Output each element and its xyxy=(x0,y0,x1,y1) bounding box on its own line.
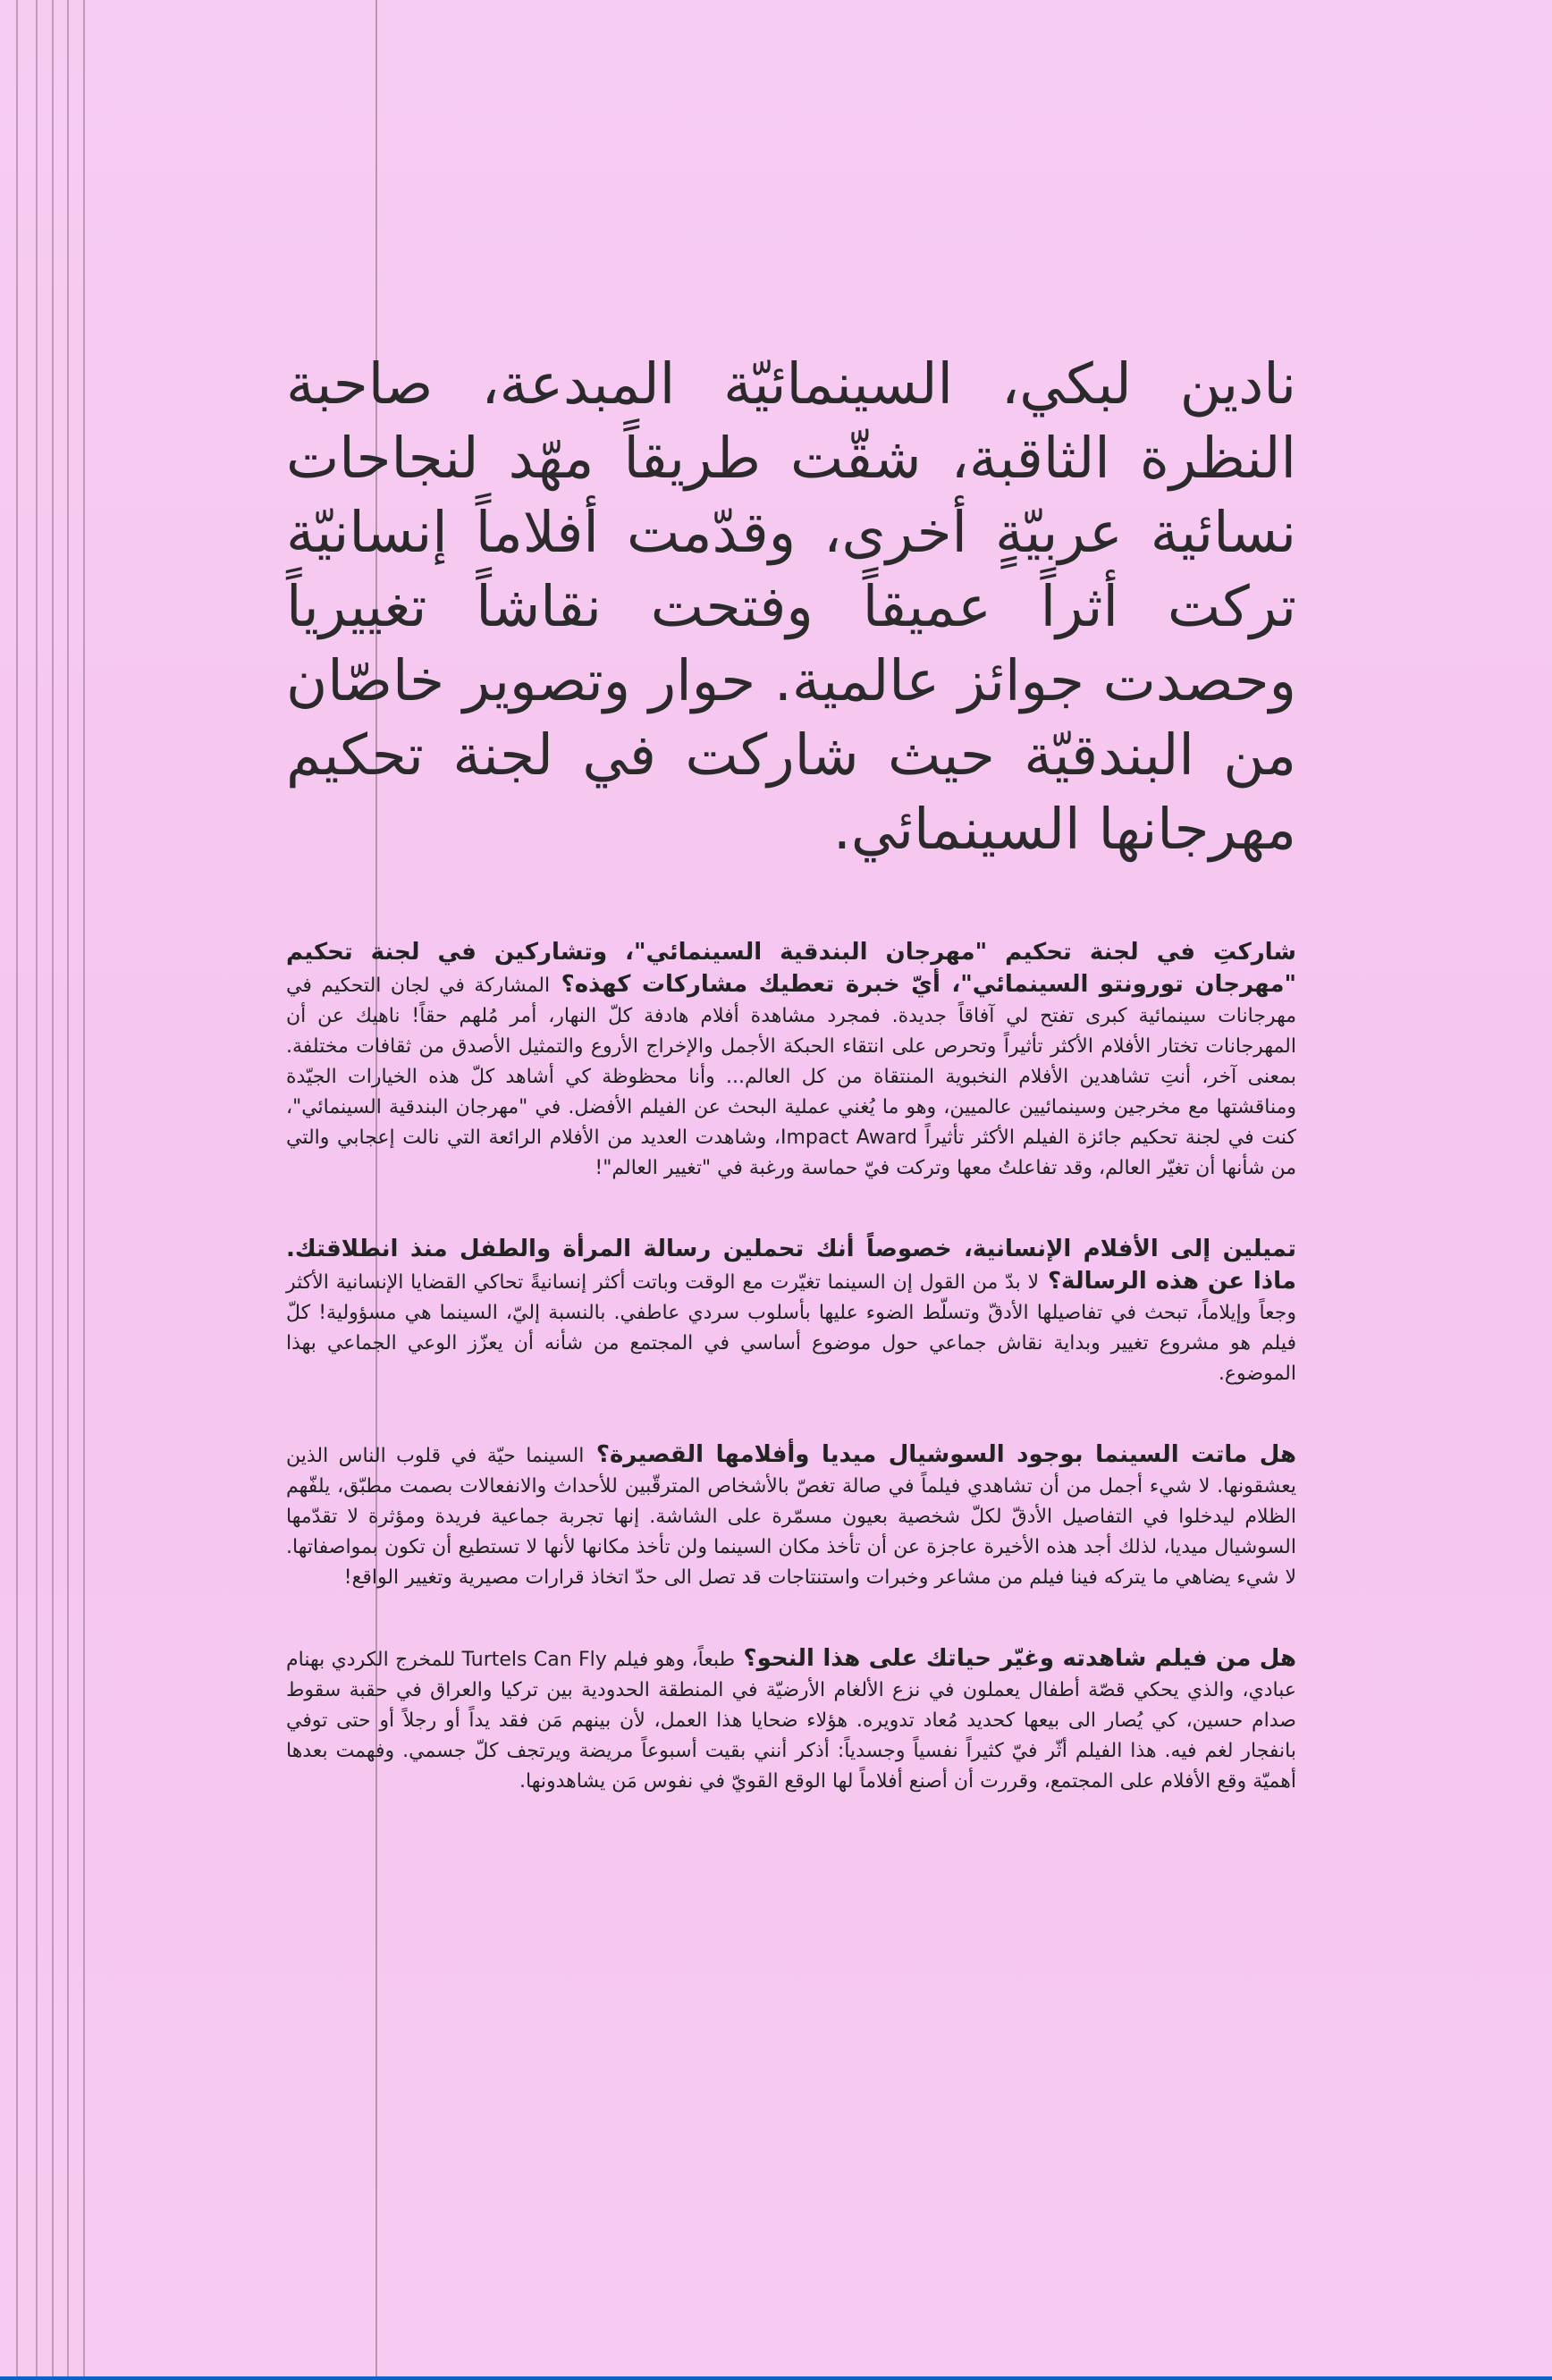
question: هل من فيلم شاهدته وغيّر حياتك على هذا النحو؟ xyxy=(735,1645,1297,1672)
answer: طبعاً، وهو فيلم Turtels Can Fly للمخرج الكردي بهنام عبادي، والذي يحكي قصّة أطفال يعملون في نزع الألغام الأرضيّة في المنطقة الحدودية بين تركيا والعراق في حقبة سقوط صدام حسين، كي يُصار الى بيعها كحديد مُعاد تدويره. هؤلاء ضحايا هذا العمل، لأن بينهم مَن فقد يداً أو رجلاً أو حتى توفي بانفجار لغم فيه. هذا الفيلم أثّر فيّ كثيراً نفسياً وجسدياً: أذكر أنني بقيت أسبوعاً مريضة ويرتجف كلّ جسمي. وفهمت بعدها أهميّة وقع الأفلام على المجتمع، وقررت أن أصنع أفلاماً لها الوقع القويّ في نفوس مَن يشاهدونها. xyxy=(286,1649,1296,1793)
question: هل ماتت السينما بوجود السوشيال ميديا وأفلامها القصيرة؟ xyxy=(584,1441,1296,1468)
spine-line xyxy=(52,0,54,2380)
spine-line xyxy=(36,0,38,2380)
answer: لا بدّ من القول إن السينما تغيّرت مع الوقت وباتت أكثر إنسانيةً تحاكي القضايا الإنسانية الأكثر وجعاً وإيلاماً، تبحث في تفاصيلها الأدقّ وتسلّط الضوء عليها بأسلوب سردي عاطفي. بالنسبة إليّ، السينما هي مسؤولية! كلّ فيلم هو مشروع تغيير وبداية نقاش جماعي حول موضوع أساسي في المجتمع من شأنه أن يعزّز الوعي الجماعي بهذا الموضوع. xyxy=(286,1271,1296,1385)
qa-block xyxy=(286,1643,1296,1797)
spine-line xyxy=(16,0,18,2380)
qa-block xyxy=(286,1439,1296,1593)
question: تميلين إلى الأفلام الإنسانية، خصوصاً أنك تحملين رسالة المرأة والطفل منذ انطلاقتك. ماذا عن هذه الرسالة؟ xyxy=(286,1236,1297,1295)
lead-paragraph: نادين لبكي، السينمائيّة المبدعة، صاحبة النظرة الثاقبة، شقّت طريقاً مهّد لنجاحات نسائية عربيّةٍ أخرى، وقدّمت أفلاماً إنسانيّة تركت أثراً عميقاً وفتحت نقاشاً تغييرياً وحصدت جوائز عالمية. حوار وتصوير خاصّان من البندقيّة حيث شاركت في لجنة تحكيم مهرجانها السينمائي. xyxy=(286,351,1296,862)
answer: المشاركة في لجان التحكيم في مهرجانات سينمائية كبرى تفتح لي آفاقاً جديدة. فمجرد مشاهدة أفلام هادفة كلّ النهار، أمر مُلهم حقاً! ناهيك عن أن المهرجانات تختار الأفلام الأكثر تأثيراً وتحرص على انتقاء الحبكة الأجمل والإخراج الأروع والتمثيل الأصدق من ثقافات مختلفة. بمعنى آخر، أنتِ تشاهدين الأفلام النخبوية المنتقاة من كل العالم... وأنا محظوظة كي أشاهد كلّ هذه الخيارات الجيّدة ومناقشتها مع مخرجين وسينمائيين عالميين، وهو ما يُغني عملية البحث عن الفيلم الأفضل. في "مهرجان البندقية السينمائي"، كنت في لجنة تحكيم جائزة الفيلم الأكثر تأثيراً Impact Award، وشاهدت العديد من الأفلام الرائعة التي نالت إعجابي والتي من شأنها أن تغيّر العالم، وقد تفاعلتُ معها وتركت فيّ حماسة ورغبة في "تغيير العالم"! xyxy=(286,975,1296,1179)
spine-line xyxy=(83,0,85,2380)
qa-block xyxy=(286,1234,1296,1389)
answer: السينما حيّة في قلوب الناس الذين يعشقونها. لا شيء أجمل من أن تشاهدي فيلماً في صالة تغصّ بالأشخاص المترقّبين للأحداث والانفعالات بصمت مطبّق، يلفّهم الظلام ليدخلوا في التفاصيل الأدقّ لكلّ شخصية بعيون مسمّرة على الشاشة. إنها تجربة جماعية فريدة ومؤثرة لا تقدّمها السوشيال ميديا، لذلك أجد هذه الأخيرة عاجزة عن أن تأخذ مكان السينما ولن تأخذ مكانها لأنها لا تستطيع أن تكون بمواصفاتها. لا شيء يضاهي ما يتركه فينا فيلم من مشاعر وخبرات واستنتاجات قد تصل الى حدّ اتخاذ قرارات مصيرية وتغيير الواقع! xyxy=(286,1445,1296,1589)
question: شاركتِ في لجنة تحكيم "مهرجان البندقية السينمائي"، وتشاركين في لجنة تحكيم "مهرجان تورونتو السينمائي"، أيّ خبرة تعطيك مشاركات كهذه؟ xyxy=(286,939,1296,998)
spine-line xyxy=(67,0,69,2380)
bottom-edge-bar xyxy=(0,2376,1552,2380)
interview-body xyxy=(286,937,1296,1847)
qa-block xyxy=(286,937,1296,1184)
